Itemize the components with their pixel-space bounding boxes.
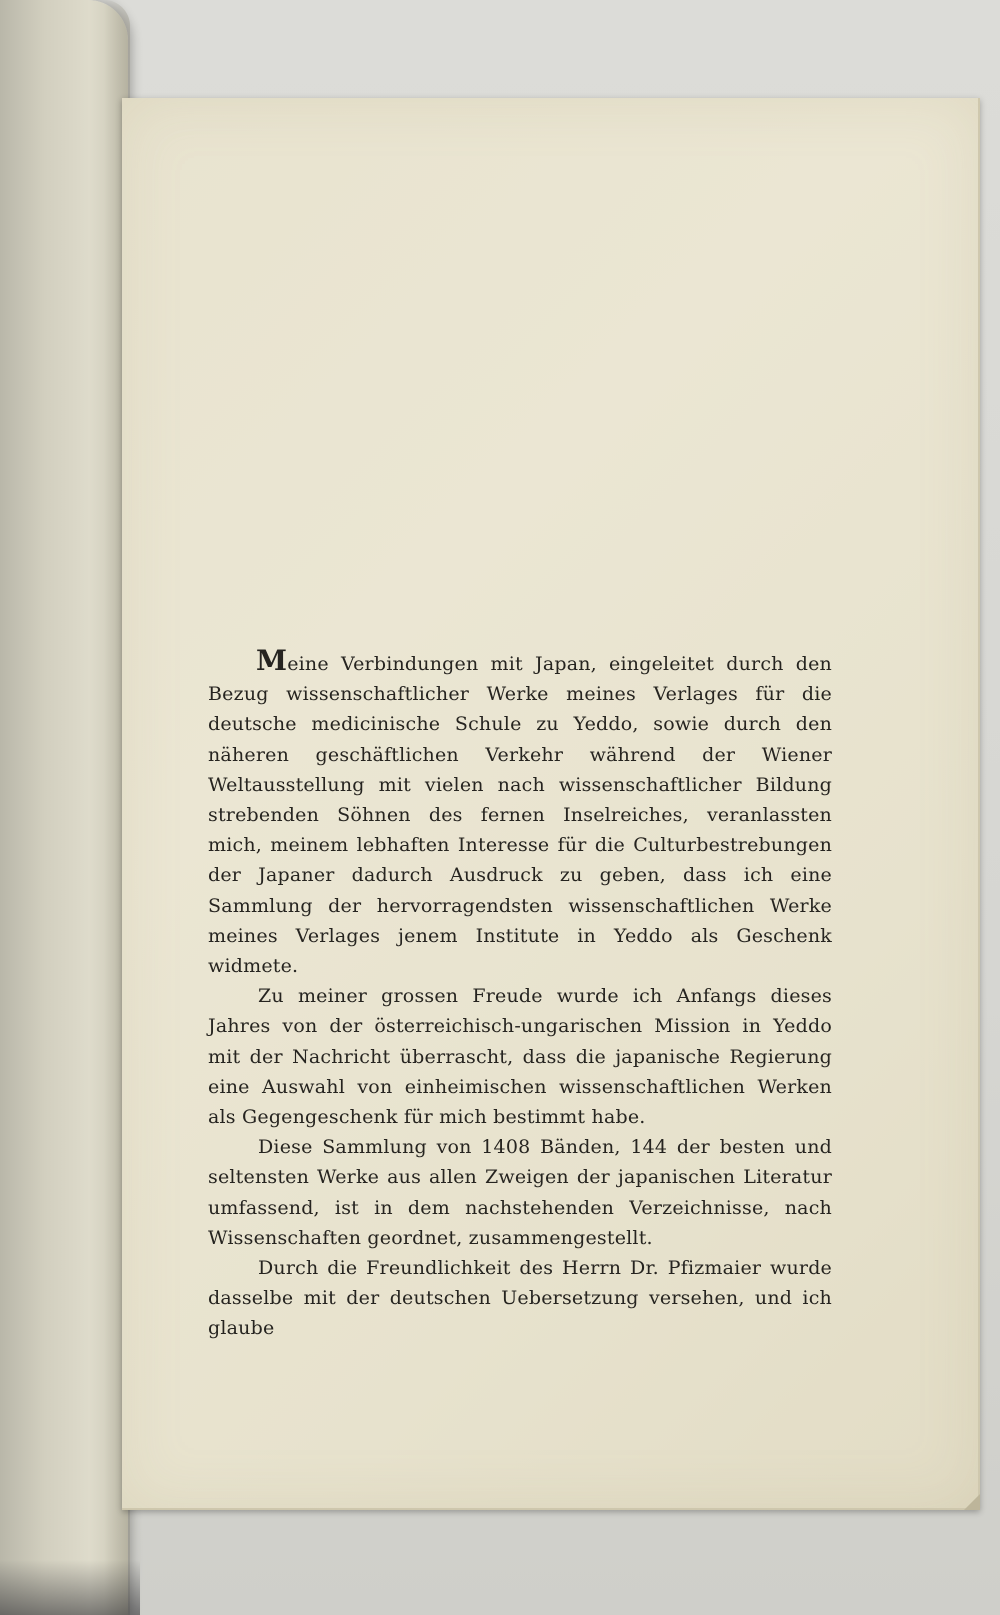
book-page [122, 98, 980, 1510]
body-text [208, 646, 832, 1344]
paragraph-4: Durch die Freundlichkeit des Herrn Dr. Pfizmaier wurde dasselbe mit der deutschen Uebersetzung versehen, und ich glaube [208, 1257, 832, 1340]
paragraph-1: Meine Verbindungen mit Japan, eingeleitet durch den Bezug wissenschaftlicher Werke meines Verlages für die deutsche medicinische Schule zu Yeddo, sowie durch den näheren geschäftlichen Verkehr während der Wiener Weltausstellung mit vielen nach wissenschaftlicher Bildung strebenden Söhnen des fernen Inselreiches, veranlassten mich, meinem lebhaften Interesse für die Culturbestrebungen der Japaner dadurch Ausdruck zu geben, dass ich eine Sammlung der hervorragendsten wissenschaftlichen Werke meines Verlages jenem Institute in Yeddo als Geschenk widmete. [208, 644, 832, 978]
paragraph-2: Zu meiner grossen Freude wurde ich Anfangs dieses Jahres von der österreichisch-ungarischen Mission in Yeddo mit der Nachricht überrascht, dass die japanische Regierung eine Auswahl von einheimischen wissenschaftlichen Werken als Gegengeschenk für mich bestimmt habe. [208, 985, 832, 1129]
binding-shadow [0, 1560, 140, 1615]
paragraph-3: Diese Sammlung von 1408 Bänden, 144 der besten und seltensten Werke aus allen Zweigen der japanischen Literatur umfassend, ist in dem nachstehenden Verzeichnisse, nach Wissenschaften geordnet, zusammengestellt. [208, 1136, 832, 1249]
page-corner [964, 1494, 980, 1510]
